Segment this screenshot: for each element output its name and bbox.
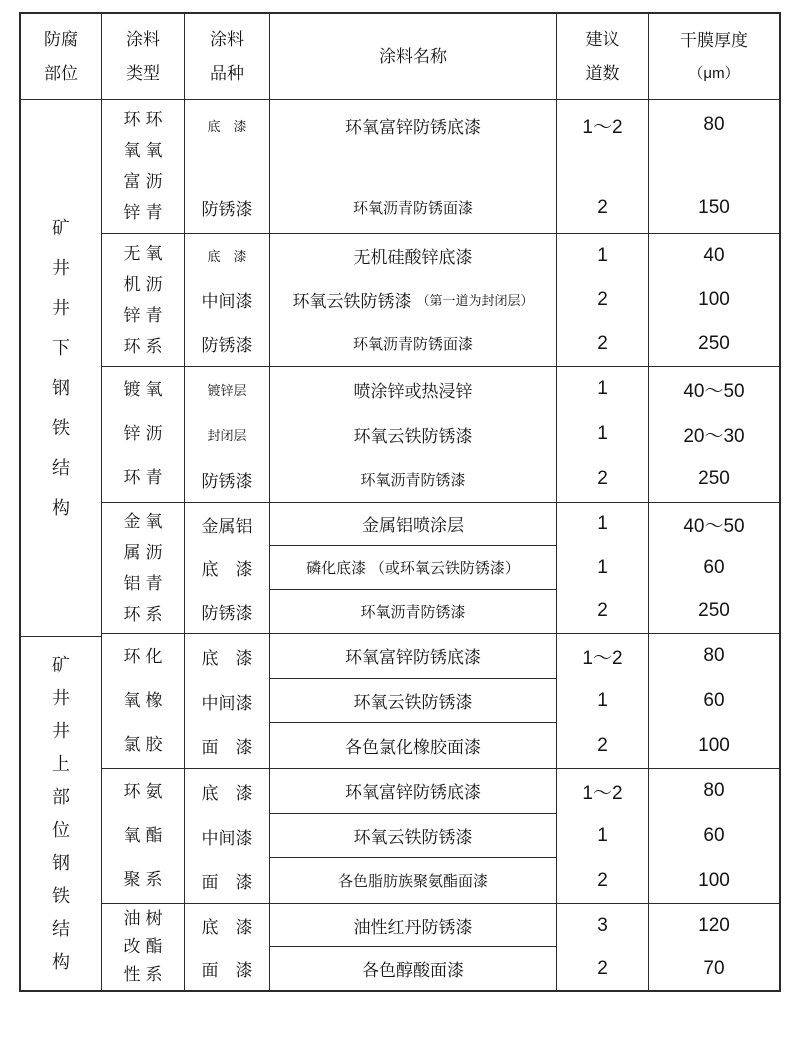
header-text: 涂料名称 bbox=[379, 47, 447, 66]
thickness-cell: 100 bbox=[698, 734, 730, 756]
type-line: 氯胶 bbox=[123, 735, 168, 754]
type-line: 氧氧 bbox=[123, 141, 168, 161]
coating-name-cell: 环氧富锌防锈底漆 bbox=[270, 769, 557, 814]
coat-count-cell: 2 bbox=[557, 590, 649, 634]
location-column bbox=[21, 100, 102, 990]
type-line: 改酯 bbox=[123, 937, 168, 956]
variety-cell: 底 漆 bbox=[185, 100, 270, 150]
coat-count-cell: 1 bbox=[557, 546, 649, 590]
thickness-cell: 250 bbox=[698, 468, 730, 489]
coating-name-cell: 环氧富锌防锈底漆 bbox=[270, 634, 557, 679]
type-line: 金氧 bbox=[123, 511, 168, 531]
coating-name-cell: 环氧沥青防锈漆 bbox=[270, 457, 557, 502]
header-text: 涂料 bbox=[126, 30, 160, 49]
coating-name-cell: 环氧富锌防锈底漆 bbox=[270, 100, 557, 150]
section-rows bbox=[185, 769, 779, 903]
section-epoxy-zinc-asphalt bbox=[102, 100, 779, 234]
coating-name-cell: 各色脂肪族聚氨酯面漆 bbox=[270, 858, 557, 903]
coat-count-cell: 2 bbox=[557, 723, 649, 768]
thickness-cell: 100 bbox=[698, 288, 730, 310]
section-epoxy-chlorinated-rubber bbox=[102, 634, 779, 769]
header-text: 建议 bbox=[585, 30, 620, 49]
coating-type-cell bbox=[102, 367, 185, 502]
variety-cell bbox=[185, 150, 270, 183]
table-header bbox=[21, 14, 779, 100]
coating-type-cell bbox=[102, 234, 185, 366]
variety-cell: 防锈漆 bbox=[185, 457, 270, 502]
coating-type-cell bbox=[102, 904, 185, 990]
group-label-surface: 矿井井上部位钢铁结构 bbox=[52, 654, 70, 972]
variety-cell: 金属铝 bbox=[185, 503, 270, 547]
section-rows bbox=[185, 234, 779, 366]
thickness-cell: 80 bbox=[703, 645, 725, 667]
type-line: 富沥 bbox=[123, 172, 168, 192]
coat-count-cell: 2 bbox=[557, 322, 649, 366]
variety-cell: 封闭层 bbox=[185, 412, 270, 457]
coating-table bbox=[19, 12, 781, 992]
header-coating-name bbox=[270, 14, 557, 99]
variety-cell: 底 漆 bbox=[185, 769, 270, 814]
coat-count-cell: 1～2 bbox=[557, 100, 649, 150]
variety-cell: 防锈漆 bbox=[185, 183, 270, 233]
section-oil-modified-resin bbox=[102, 904, 779, 990]
coating-name-cell: 环氧云铁防锈漆 bbox=[270, 412, 557, 457]
header-coating-variety bbox=[185, 14, 270, 99]
variety-cell: 中间漆 bbox=[185, 679, 270, 724]
table-row bbox=[185, 814, 779, 859]
thickness-cell: 250 bbox=[698, 600, 730, 622]
coating-name-cell: 环氧沥青防锈面漆 bbox=[270, 322, 557, 366]
coat-count-cell: 1～2 bbox=[557, 769, 649, 814]
variety-cell: 面 漆 bbox=[185, 947, 270, 990]
type-line: 机沥 bbox=[123, 274, 168, 294]
variety-cell: 面 漆 bbox=[185, 723, 270, 768]
header-film-thickness bbox=[649, 14, 779, 99]
thickness-cell: 80 bbox=[703, 114, 725, 135]
variety-cell: 防锈漆 bbox=[185, 322, 270, 366]
type-line: 环系 bbox=[123, 604, 168, 624]
coating-name-cell: 金属铝喷涂层 bbox=[270, 503, 557, 547]
group-label-underground: 矿井井下钢铁结构 bbox=[52, 218, 70, 518]
type-line: 镀氧 bbox=[123, 380, 168, 399]
type-line: 锌青 bbox=[123, 203, 168, 223]
section-rows bbox=[185, 367, 779, 502]
coating-type-cell bbox=[102, 769, 185, 903]
table-body bbox=[21, 100, 779, 990]
coat-count-cell: 2 bbox=[557, 278, 649, 322]
coat-count-cell: 1 bbox=[557, 679, 649, 724]
type-line: 属沥 bbox=[123, 542, 168, 562]
variety-cell: 中间漆 bbox=[185, 278, 270, 322]
type-line: 环环 bbox=[123, 110, 168, 130]
table-row bbox=[185, 904, 779, 947]
thickness-cell: 60 bbox=[703, 556, 725, 578]
type-line: 聚系 bbox=[123, 870, 168, 889]
coating-type-cell bbox=[102, 100, 185, 233]
spacer-row bbox=[185, 150, 779, 183]
coat-count-cell: 1 bbox=[557, 814, 649, 859]
type-line: 铝青 bbox=[123, 573, 168, 593]
section-epoxy-polyurethane bbox=[102, 769, 779, 904]
group-surface bbox=[21, 637, 101, 990]
coating-name-cell: 各色醇酸面漆 bbox=[270, 947, 557, 990]
header-text: 品种 bbox=[210, 64, 244, 83]
variety-cell: 底 漆 bbox=[185, 546, 270, 590]
variety-cell: 面 漆 bbox=[185, 858, 270, 903]
type-line: 油树 bbox=[123, 909, 168, 928]
coating-type-cell bbox=[102, 503, 185, 634]
header-text: 涂料 bbox=[210, 30, 244, 49]
variety-cell: 底 漆 bbox=[185, 234, 270, 278]
coat-count-cell: 1 bbox=[557, 503, 649, 547]
coat-count-cell: 2 bbox=[557, 457, 649, 502]
table-row bbox=[185, 503, 779, 547]
coat-count-cell: 2 bbox=[557, 183, 649, 233]
coating-name-cell bbox=[270, 278, 557, 322]
thickness-cell: 40～50 bbox=[683, 515, 745, 537]
coat-count-cell: 1 bbox=[557, 367, 649, 412]
header-text: 防腐 bbox=[44, 30, 78, 49]
coating-name-cell: 无机硅酸锌底漆 bbox=[270, 234, 557, 278]
coating-type-cell bbox=[102, 634, 185, 768]
header-text: 部位 bbox=[44, 64, 78, 83]
group-underground bbox=[21, 100, 101, 637]
coat-count-cell bbox=[557, 150, 649, 183]
type-line: 锌沥 bbox=[123, 424, 168, 443]
section-rows bbox=[185, 634, 779, 768]
thickness-cell: 250 bbox=[698, 332, 730, 354]
section-rows bbox=[185, 503, 779, 634]
coating-name-cell: 各色氯化橡胶面漆 bbox=[270, 723, 557, 768]
table-row bbox=[185, 412, 779, 457]
table-row bbox=[185, 234, 779, 278]
coating-name-cell: 环氧云铁防锈漆 bbox=[270, 679, 557, 724]
coating-name-cell bbox=[270, 150, 557, 183]
table-row bbox=[185, 183, 779, 233]
table-row bbox=[185, 278, 779, 322]
header-corrosion-location bbox=[21, 14, 102, 99]
coating-name-note: （第一道为封闭层） bbox=[416, 293, 534, 308]
section-inorganic-zinc-asphalt bbox=[102, 234, 779, 367]
table-row bbox=[185, 679, 779, 724]
type-line: 无氧 bbox=[123, 243, 168, 263]
table-row bbox=[185, 457, 779, 502]
type-line: 锌青 bbox=[123, 305, 168, 325]
sections-column bbox=[102, 100, 779, 990]
variety-cell: 防锈漆 bbox=[185, 590, 270, 634]
header-text: 类型 bbox=[126, 64, 160, 83]
variety-cell: 镀锌层 bbox=[185, 367, 270, 412]
coat-count-cell: 1 bbox=[557, 412, 649, 457]
variety-cell: 底 漆 bbox=[185, 904, 270, 947]
thickness-cell: 60 bbox=[703, 825, 725, 846]
type-line: 氧酯 bbox=[123, 826, 168, 845]
table-row bbox=[185, 367, 779, 412]
coat-count-cell: 3 bbox=[557, 904, 649, 947]
thickness-cell: 40～50 bbox=[683, 380, 745, 402]
thickness-cell: 70 bbox=[703, 957, 725, 979]
type-line: 氧橡 bbox=[123, 691, 168, 710]
header-text: 干膜厚度 bbox=[680, 30, 748, 50]
section-aluminium-epoxy-asphalt bbox=[102, 503, 779, 635]
table-row bbox=[185, 634, 779, 679]
coating-name-cell: 喷涂锌或热浸锌 bbox=[270, 367, 557, 412]
coating-name-text: 环氧云铁防锈漆 bbox=[292, 292, 412, 311]
table-row bbox=[185, 723, 779, 768]
thickness-cell: 120 bbox=[698, 914, 730, 936]
variety-cell: 底 漆 bbox=[185, 634, 270, 679]
type-line: 环氨 bbox=[123, 782, 168, 801]
thickness-cell: 20～30 bbox=[683, 425, 745, 447]
coat-count-cell: 2 bbox=[557, 858, 649, 903]
section-rows bbox=[185, 904, 779, 990]
table-row bbox=[185, 322, 779, 366]
thickness-cell: 150 bbox=[698, 196, 730, 218]
table-row bbox=[185, 100, 779, 150]
coating-name-cell: 环氧沥青防锈漆 bbox=[270, 590, 557, 634]
table-row bbox=[185, 546, 779, 590]
type-line: 环化 bbox=[123, 647, 168, 666]
thickness-cell: 60 bbox=[703, 690, 725, 711]
header-unit-text: （μm） bbox=[688, 65, 740, 83]
thickness-cell bbox=[649, 150, 779, 183]
type-line: 环青 bbox=[123, 468, 168, 487]
table-row bbox=[185, 858, 779, 903]
variety-cell: 中间漆 bbox=[185, 814, 270, 859]
thickness-cell: 100 bbox=[698, 869, 730, 891]
section-rows bbox=[185, 100, 779, 233]
coat-count-cell: 1～2 bbox=[557, 634, 649, 679]
coat-count-cell: 1 bbox=[557, 234, 649, 278]
coating-name-cell: 环氧云铁防锈漆 bbox=[270, 814, 557, 859]
coating-name-cell: 磷化底漆 （或环氧云铁防锈漆） bbox=[270, 546, 557, 590]
type-line: 性系 bbox=[123, 965, 168, 984]
header-coat-count bbox=[557, 14, 649, 99]
thickness-cell: 80 bbox=[703, 780, 725, 802]
coating-name-cell: 环氧沥青防锈面漆 bbox=[270, 183, 557, 233]
table-row bbox=[185, 769, 779, 814]
table-row bbox=[185, 947, 779, 990]
thickness-cell: 40 bbox=[703, 244, 725, 266]
section-galvanized-epoxy-asphalt bbox=[102, 367, 779, 503]
header-text: 道数 bbox=[585, 64, 620, 83]
table-row bbox=[185, 590, 779, 634]
header-coating-type bbox=[102, 14, 185, 99]
type-line: 环系 bbox=[123, 336, 168, 356]
coating-name-cell: 油性红丹防锈漆 bbox=[270, 904, 557, 947]
coat-count-cell: 2 bbox=[557, 947, 649, 990]
